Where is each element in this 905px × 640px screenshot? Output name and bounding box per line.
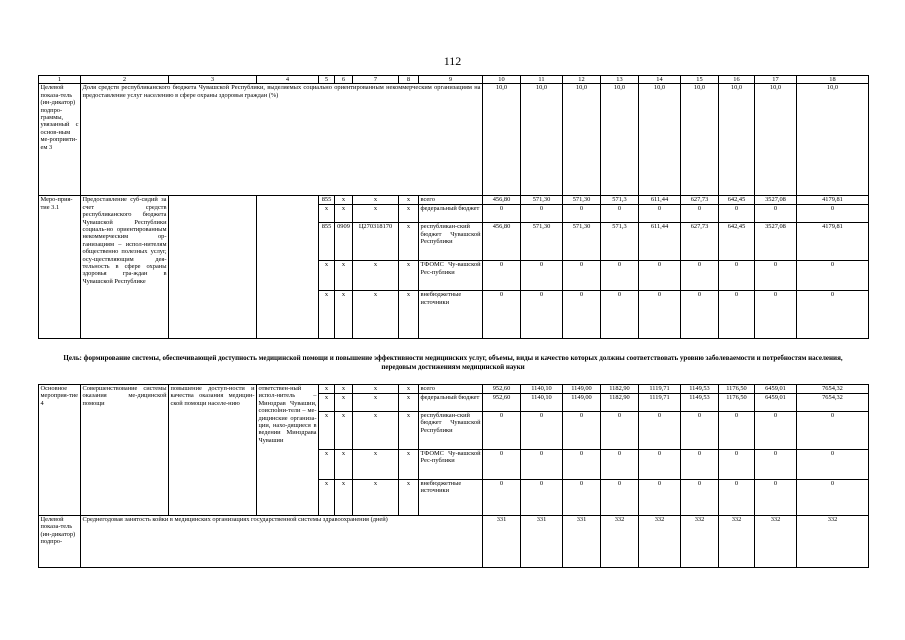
amount: 0	[601, 480, 639, 516]
indicator-1-value: 10,0	[797, 84, 869, 196]
section-code: x	[335, 412, 353, 450]
indicator-1-value: 10,0	[521, 84, 563, 196]
col-7: 7	[353, 76, 399, 84]
col-18: 18	[797, 76, 869, 84]
amount: 0	[601, 412, 639, 450]
expense-type: x	[399, 291, 419, 339]
amount: 6459,01	[755, 394, 797, 412]
section-code: x	[335, 196, 353, 205]
target-article: x	[353, 205, 399, 223]
col-4: 4	[257, 76, 319, 84]
funding-source: федеральный бюджет	[419, 205, 483, 223]
budget-code: x	[319, 412, 335, 450]
amount: 0	[521, 291, 563, 339]
indicator-2-value: 331	[521, 516, 563, 568]
amount: 0	[639, 291, 681, 339]
amount: 0	[563, 291, 601, 339]
amount: 0	[755, 450, 797, 480]
amount: 611,44	[639, 196, 681, 205]
amount: 3527,08	[755, 223, 797, 261]
col-16: 16	[719, 76, 755, 84]
funding-source: республикан-ский бюджет Чувашской Республики	[419, 412, 483, 450]
section-code: x	[335, 394, 353, 412]
col-14: 14	[639, 76, 681, 84]
indicator-2-label: Целевой показа-тель (ин-дикатор) подпро-	[39, 516, 81, 568]
indicator-2-value: 332	[681, 516, 719, 568]
amount: 611,44	[639, 223, 681, 261]
amount: 0	[681, 480, 719, 516]
amount: 952,60	[483, 394, 521, 412]
amount: 0	[797, 450, 869, 480]
amount: 1149,53	[681, 394, 719, 412]
amount: 952,60	[483, 385, 521, 394]
indicator-row-2	[39, 516, 869, 568]
amount: 0	[483, 291, 521, 339]
target-article: x	[353, 385, 399, 394]
amount: 0	[681, 450, 719, 480]
main-4-goal: повышение доступ-ности и качества оказания медицин-ской помощи населе-нию	[169, 385, 257, 516]
amount: 0	[601, 450, 639, 480]
amount: 0	[521, 450, 563, 480]
amount: 1149,53	[681, 385, 719, 394]
expense-type: x	[399, 450, 419, 480]
col-9: 9	[419, 76, 483, 84]
amount: 0	[601, 205, 639, 223]
amount: 0	[483, 480, 521, 516]
target-article: x	[353, 291, 399, 339]
amount: 4179,81	[797, 196, 869, 205]
amount: 571,30	[563, 196, 601, 205]
amount: 1140,10	[521, 394, 563, 412]
expense-type: x	[399, 385, 419, 394]
amount: 6459,01	[755, 385, 797, 394]
section-code: x	[335, 450, 353, 480]
target-article: x	[353, 480, 399, 516]
amount: 3527,08	[755, 196, 797, 205]
col-10: 10	[483, 76, 521, 84]
indicator-2-value: 331	[563, 516, 601, 568]
expense-type: x	[399, 205, 419, 223]
col-3: 3	[169, 76, 257, 84]
indicator-1-label: Целевой показа-тель (ин-дикатор) подпро-граммы, увязанный с основ-ным ме-роприяти-ем 3	[39, 84, 81, 196]
measure-3-1-empty-col3	[169, 196, 257, 339]
amount: 1149,00	[563, 394, 601, 412]
indicator-1-value: 10,0	[719, 84, 755, 196]
target-article: x	[353, 394, 399, 412]
amount: 571,3	[601, 196, 639, 205]
section-code: 0909	[335, 223, 353, 261]
col-12: 12	[563, 76, 601, 84]
amount: 0	[563, 412, 601, 450]
section-code: x	[335, 261, 353, 291]
col-8: 8	[399, 76, 419, 84]
funding-source: всего	[419, 385, 483, 394]
col-11: 11	[521, 76, 563, 84]
funding-source: внебюджетные источники	[419, 291, 483, 339]
funding-source: республикан-ский бюджет Чувашской Республики	[419, 223, 483, 261]
amount: 7654,32	[797, 394, 869, 412]
amount: 0	[601, 261, 639, 291]
target-article: x	[353, 261, 399, 291]
expense-type: x	[399, 223, 419, 261]
budget-code: x	[319, 394, 335, 412]
indicator-2-text: Среднегодовая занятость койки в медицинских организациях государственной системы здравоохранения (дней)	[81, 516, 483, 568]
amount: 642,45	[719, 223, 755, 261]
indicator-row-1	[39, 84, 869, 196]
amount: 0	[755, 205, 797, 223]
expense-type: x	[399, 196, 419, 205]
amount: 0	[483, 450, 521, 480]
col-2: 2	[81, 76, 169, 84]
amount: 0	[483, 261, 521, 291]
amount: 0	[719, 480, 755, 516]
amount: 0	[639, 450, 681, 480]
amount: 1176,50	[719, 385, 755, 394]
main-4-label: Основное мероприя-тие 4	[39, 385, 81, 516]
col-5: 5	[319, 76, 335, 84]
amount: 1119,71	[639, 385, 681, 394]
indicator-2-value: 332	[719, 516, 755, 568]
amount: 1140,10	[521, 385, 563, 394]
amount: 0	[639, 205, 681, 223]
amount: 0	[521, 205, 563, 223]
expense-type: x	[399, 412, 419, 450]
amount: 1149,00	[563, 385, 601, 394]
budget-code: x	[319, 450, 335, 480]
indicator-1-text: Доля средств республиканского бюджета Чувашской Республики, выделяемых социально ориентированным некоммерческим организациям на предоставление услуг населению в сфере охраны здоровья граждан (%)	[81, 84, 483, 196]
budget-code: x	[319, 205, 335, 223]
funding-source: ТФОМС Чу-вашской Рес-публики	[419, 261, 483, 291]
indicator-2-value: 332	[601, 516, 639, 568]
col-13: 13	[601, 76, 639, 84]
amount: 1119,71	[639, 394, 681, 412]
amount: 642,45	[719, 196, 755, 205]
amount: 1182,90	[601, 394, 639, 412]
amount: 0	[755, 480, 797, 516]
budget-code: x	[319, 291, 335, 339]
amount: 0	[521, 261, 563, 291]
column-number-row	[39, 76, 869, 84]
amount: 0	[797, 205, 869, 223]
indicator-1-value: 10,0	[563, 84, 601, 196]
amount: 0	[681, 261, 719, 291]
amount: 0	[719, 412, 755, 450]
amount: 0	[681, 291, 719, 339]
main-4-row	[39, 385, 869, 394]
indicator-1-value: 10,0	[483, 84, 521, 196]
amount: 0	[797, 412, 869, 450]
amount: 0	[563, 261, 601, 291]
indicator-1-value: 10,0	[681, 84, 719, 196]
section-code: x	[335, 291, 353, 339]
amount: 0	[521, 412, 563, 450]
col-17: 17	[755, 76, 797, 84]
indicator-1-value: 10,0	[601, 84, 639, 196]
expense-type: x	[399, 394, 419, 412]
amount: 0	[601, 291, 639, 339]
amount: 7654,32	[797, 385, 869, 394]
expense-type: x	[399, 261, 419, 291]
amount: 0	[755, 261, 797, 291]
expense-type: x	[399, 480, 419, 516]
indicator-2-value: 332	[639, 516, 681, 568]
amount: 1176,50	[719, 394, 755, 412]
amount: 4179,81	[797, 223, 869, 261]
funding-source: федеральный бюджет	[419, 394, 483, 412]
amount: 0	[719, 205, 755, 223]
budget-code: x	[319, 385, 335, 394]
target-article: x	[353, 412, 399, 450]
amount: 627,73	[681, 196, 719, 205]
amount: 0	[719, 261, 755, 291]
funding-source: ТФОМС Чу-вашской Рес-публики	[419, 450, 483, 480]
budget-code: x	[319, 480, 335, 516]
funding-source: всего	[419, 196, 483, 205]
goal-heading: Цель: формирование системы, обеспечивающей доступность медицинской помощи и повышение эффективности медицинских услуг, объемы, виды и качество которых должны соответствовать уровню заболеваемости и потребностям населения, передовым достижениям медицинской науки	[63, 354, 843, 371]
program-table-top	[38, 75, 869, 339]
amount: 1182,90	[601, 385, 639, 394]
program-table-bottom	[38, 384, 869, 568]
amount: 0	[483, 412, 521, 450]
amount: 571,30	[521, 196, 563, 205]
page-number: 112	[443, 54, 462, 68]
amount: 0	[719, 291, 755, 339]
amount: 571,30	[563, 223, 601, 261]
target-article: x	[353, 196, 399, 205]
amount: 0	[639, 480, 681, 516]
amount: 0	[521, 480, 563, 516]
amount: 0	[681, 412, 719, 450]
budget-code: 855	[319, 196, 335, 205]
target-article: x	[353, 450, 399, 480]
amount: 0	[797, 261, 869, 291]
amount: 0	[681, 205, 719, 223]
amount: 0	[639, 412, 681, 450]
amount: 0	[755, 412, 797, 450]
indicator-2-value: 331	[483, 516, 521, 568]
measure-3-1-text: Предоставление суб-сидий за счет средств республиканского бюджета Чувашской Республики социаль-но ориентированным некоммерческим ор-ганизациям – испол-нителям общественно полезных услуг, осу-ществляющим дея-тельность в сфере охраны здоровья гра-ждан в Чувашской Республике	[81, 196, 169, 339]
measure-3-1-empty-col4	[257, 196, 319, 339]
amount: 456,80	[483, 223, 521, 261]
amount: 0	[483, 205, 521, 223]
amount: 0	[797, 480, 869, 516]
col-6: 6	[335, 76, 353, 84]
amount: 0	[639, 261, 681, 291]
amount: 571,30	[521, 223, 563, 261]
section-code: x	[335, 385, 353, 394]
amount: 0	[755, 291, 797, 339]
measure-3-1-row	[39, 196, 869, 205]
col-1: 1	[39, 76, 81, 84]
indicator-1-value: 10,0	[639, 84, 681, 196]
section-code: x	[335, 480, 353, 516]
funding-source: внебюджетные источники	[419, 480, 483, 516]
budget-code: x	[319, 261, 335, 291]
target-article: Ц270318170	[353, 223, 399, 261]
measure-3-1-label: Меро-прия-тие 3.1	[39, 196, 81, 339]
budget-code: 855	[319, 223, 335, 261]
main-4-text: Совершенствование системы оказания ме-дицинской помощи	[81, 385, 169, 516]
amount: 456,80	[483, 196, 521, 205]
amount: 0	[563, 205, 601, 223]
amount: 571,3	[601, 223, 639, 261]
amount: 0	[797, 291, 869, 339]
section-code: x	[335, 205, 353, 223]
indicator-1-value: 10,0	[755, 84, 797, 196]
amount: 627,73	[681, 223, 719, 261]
col-15: 15	[681, 76, 719, 84]
indicator-2-value: 332	[755, 516, 797, 568]
main-4-executor: ответствен-ный испол-нитель – Минздрав Чувашии, соиспolни-тели – ме-дицинские организа-ции, нахо-дящиеся в ведении Минздрава Чувашии	[257, 385, 319, 516]
amount: 0	[563, 480, 601, 516]
amount: 0	[563, 450, 601, 480]
indicator-2-value: 332	[797, 516, 869, 568]
amount: 0	[719, 450, 755, 480]
